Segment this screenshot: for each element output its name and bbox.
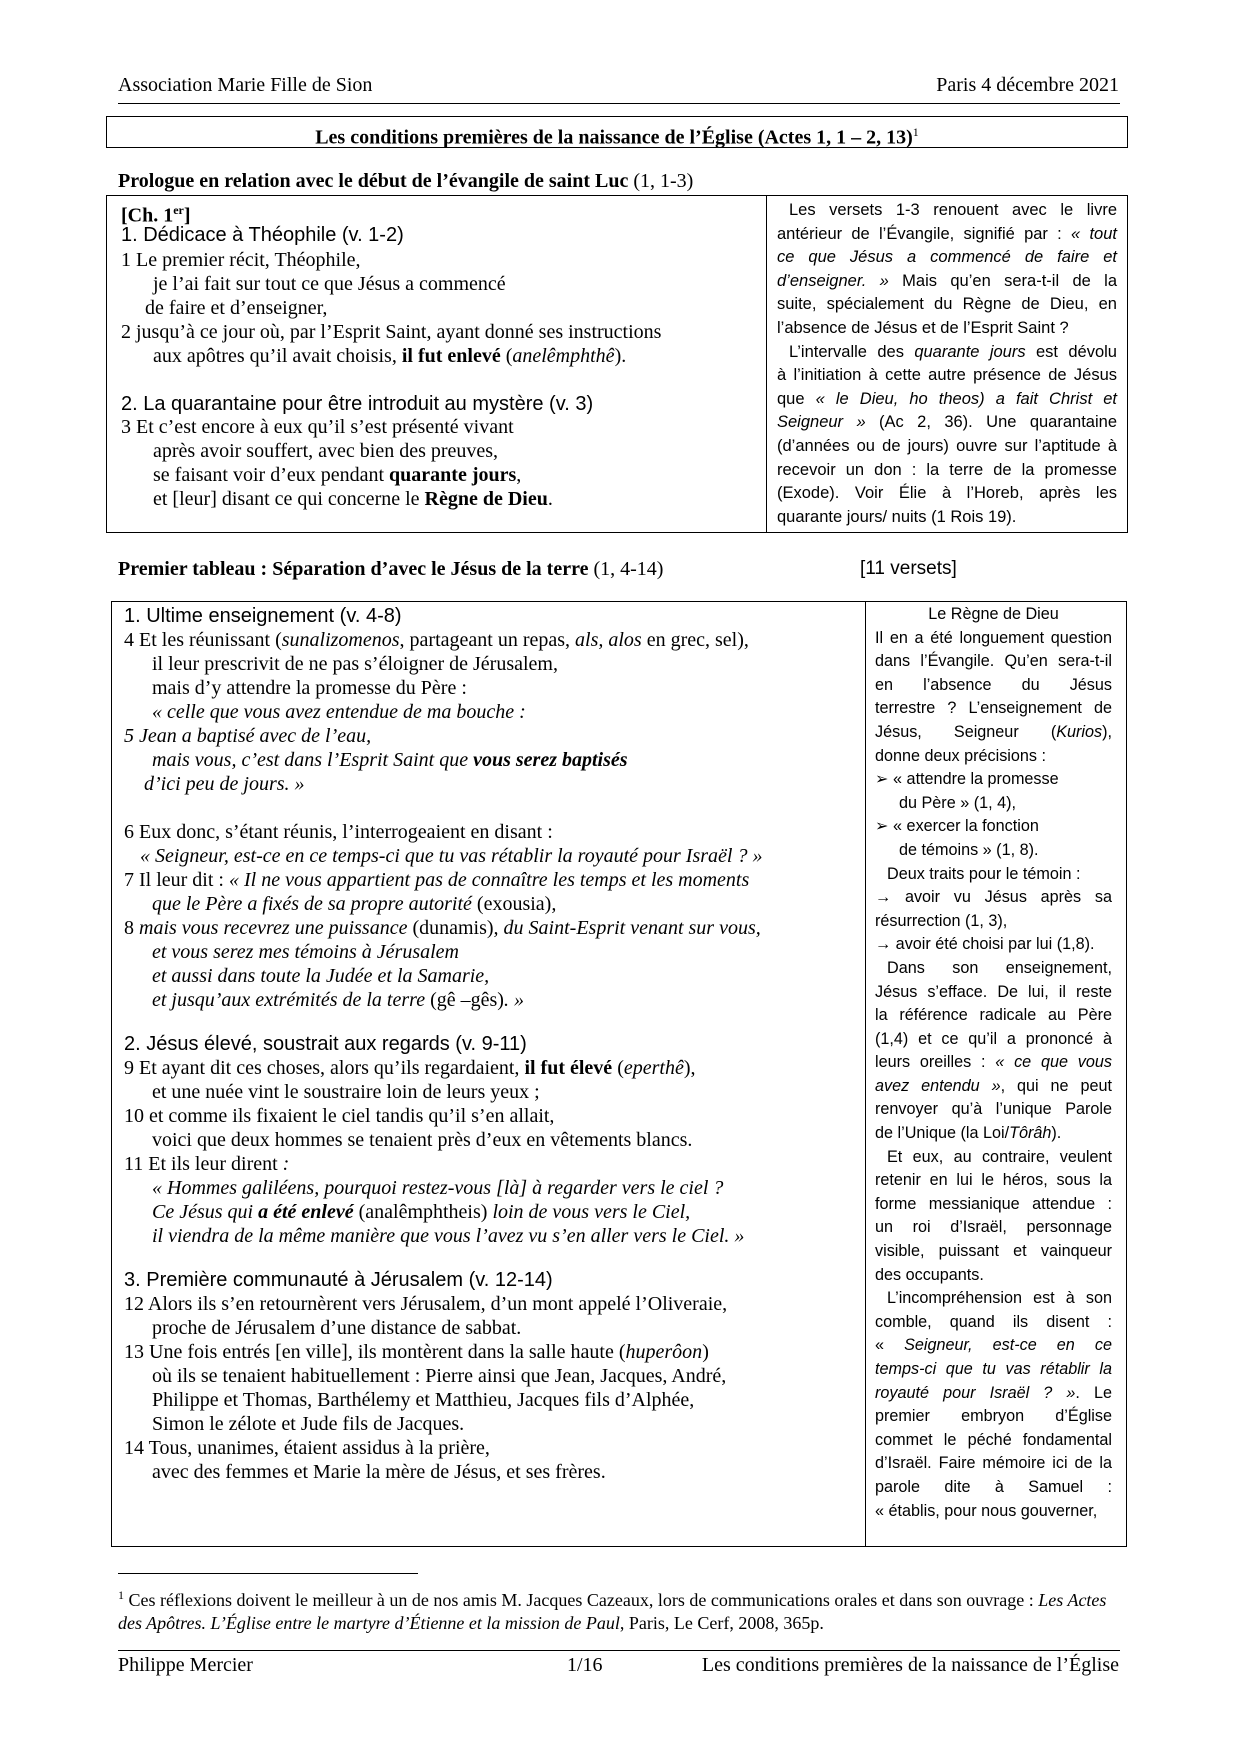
- verse-4-line-a: 4 Et les réunissant (sunalizomenos, partageant un repas, als, alos en grec, sel),: [124, 629, 749, 651]
- commentary-line: → avoir été choisi par lui (1,8).: [875, 935, 1095, 954]
- commentary-line: commet le péché fondamental: [875, 1430, 1112, 1449]
- section2-box: [111, 601, 1127, 1547]
- header-organization: Association Marie Fille de Sion: [118, 74, 373, 96]
- commentary-line: en l’absence du Jésus: [875, 675, 1112, 694]
- verse-13-line-d: Simon le zélote et Jude fils de Jacques.: [152, 1413, 465, 1435]
- commentary-line: d’enseigner. » Mais qu’en sera-t-il de la: [777, 271, 1118, 290]
- commentary-line: comble, quand ils disent :: [875, 1312, 1112, 1331]
- commentary-line: d’Israël. Faire mémoire ici de la: [875, 1454, 1112, 1473]
- verse-11-line-d: il viendra de la même manière que vous l’avez vu s’en aller vers le Ciel. »: [152, 1225, 745, 1247]
- commentary-line: de témoins » (1, 8).: [899, 840, 1039, 859]
- commentary-line: à l’initiation à cette autre présence de Jésus: [777, 366, 1117, 385]
- section1-box: [106, 195, 1128, 533]
- section2-commentary: [875, 603, 1112, 1523]
- commentary-line: ➢ « attendre la promesse: [875, 770, 1059, 789]
- commentary-line: forme messianique attendue :: [875, 1194, 1112, 1213]
- verse-5-line-b: mais vous, c’est dans l’Esprit Saint que vous serez baptisés: [152, 749, 628, 771]
- verse-13-line-b: où ils se tenaient habituellement : Pierre ainsi que Jean, Jacques, André,: [152, 1365, 727, 1387]
- commentary-line: temps-ci que tu vas rétablir la: [875, 1360, 1112, 1378]
- commentary-heading: Le Règne de Dieu: [928, 605, 1059, 623]
- commentary-line: Et eux, au contraire, veulent: [887, 1147, 1112, 1166]
- verse-9-line-a: 9 Et ayant dit ces choses, alors qu’ils regardaient, il fut élevé (eperthê),: [124, 1057, 696, 1079]
- verse-11-line-a: 11 Et ils leur dirent :: [124, 1153, 290, 1175]
- verse-4-line-c: mais d’y attendre la promesse du Père :: [152, 677, 467, 699]
- verse-8-line-b: et vous serez mes témoins à Jérusalem: [152, 941, 459, 963]
- verse-10-line-a: 10 et comme ils fixaient le ciel tandis qu’il s’en allait,: [124, 1105, 555, 1127]
- header-divider: [118, 103, 1120, 104]
- title-footnote-mark: 1: [912, 125, 919, 139]
- verse-11-line-b: « Hommes galiléens, pourquoi restez-vous [là] à regarder vers le ciel ?: [152, 1177, 724, 1199]
- verse-14-line-a: 14 Tous, unanimes, étaient assidus à la prière,: [124, 1437, 490, 1459]
- commentary-line: terrestre ? L’enseignement de: [875, 699, 1112, 718]
- verse-6-line-b: « Seigneur, est-ce en ce temps-ci que tu vas rétablir la royauté pour Israël ? »: [140, 845, 763, 867]
- verse-11-line-c: Ce Jésus qui a été enlevé (analêmphtheis) loin de vous vers le Ciel,: [152, 1201, 691, 1223]
- commentary-line: premier embryon d’Église: [875, 1407, 1112, 1426]
- verse-9-line-b: et une nuée vint le soustraire loin de leurs yeux ;: [152, 1081, 540, 1103]
- commentary-line: un roi d’Israël, personnage: [875, 1218, 1112, 1237]
- commentary-line: Deux traits pour le témoin :: [887, 864, 1081, 883]
- commentary-line: l’absence de Jésus et de l’Esprit Saint ?: [777, 318, 1069, 337]
- verse-10-line-b: voici que deux hommes se tenaient près d’eux en vêtements blancs.: [152, 1129, 693, 1151]
- footnote-book-title: Les Actes des Apôtres. L’Église entre le martyre d’Étienne et la mission de Paul: [118, 1590, 1107, 1633]
- footer-document-title: Les conditions premières de la naissance de l’Église: [701, 1654, 1119, 1676]
- verse-6-line-a: 6 Eux donc, s’étant réunis, l’interrogeaient en disant :: [124, 821, 553, 843]
- commentary-line: ce que Jésus a commencé de faire et: [777, 248, 1117, 267]
- commentary-line: donne deux précisions :: [875, 746, 1046, 765]
- commentary-line: Jésus s’efface. De lui, il reste: [875, 982, 1112, 1001]
- verse-5-line-c: d’ici peu de jours. »: [144, 773, 305, 795]
- commentary-line: L’incompréhension est à son: [887, 1289, 1112, 1308]
- verse-7-line-a: 7 Il leur dit : « Il ne vous appartient pas de connaître les temps et les moments: [124, 869, 750, 891]
- section2-verse-count: [11 versets]: [860, 558, 957, 579]
- verse-1-line-c: de faire et d’enseigner,: [145, 297, 328, 319]
- commentary-line: du Père » (1, 4),: [899, 793, 1016, 812]
- section1-text-column: [107, 196, 767, 532]
- commentary-line: dans l’Évangile. Qu’en sera-t-il: [875, 652, 1112, 671]
- subsection-quarantaine: 2. La quarantaine pour être introduit au mystère (v. 3): [121, 393, 594, 415]
- subsection-ultime-enseignement: 1. Ultime enseignement (v. 4-8): [124, 605, 402, 627]
- verse-1-line-a: 1 Le premier récit, Théophile,: [121, 249, 361, 271]
- commentary-line: Jésus, Seigneur (Kurios),: [875, 722, 1112, 741]
- verse-14-line-b: avec des femmes et Marie la mère de Jésus, et ses frères.: [152, 1461, 606, 1483]
- verse-5-line-a: 5 Jean a baptisé avec de l’eau,: [124, 725, 372, 747]
- commentary-line: « Seigneur, est-ce en ce: [875, 1336, 1112, 1355]
- document-title: [106, 116, 1128, 148]
- commentary-line: leurs oreilles : « ce que vous: [875, 1053, 1112, 1072]
- section2-heading: [118, 558, 663, 581]
- commentary-line: visible, puissant et vainqueur: [875, 1242, 1112, 1261]
- commentary-line: (d’années ou de jours) ouvre sur l’aptitude à: [777, 436, 1117, 455]
- footer-author: Philippe Mercier: [118, 1654, 253, 1676]
- verse-3-line-c: se faisant voir d’eux pendant quarante jours,: [153, 464, 522, 486]
- commentary-line: recevoir un don : la terre de la promesse: [777, 460, 1117, 479]
- chapter-label: [Ch. 1er]: [121, 203, 191, 227]
- verse-12-line-b: proche de Jérusalem d’une distance de sabbat.: [152, 1317, 522, 1339]
- commentary-line: ➢ « exercer la fonction: [875, 817, 1039, 836]
- subsection-jesus-eleve: 2. Jésus élevé, soustrait aux regards (v. 9-11): [124, 1033, 527, 1055]
- section1-heading: [118, 170, 693, 193]
- commentary-line: parole dite à Samuel :: [875, 1477, 1112, 1496]
- section1-heading-title: Prologue en relation avec le début de l’évangile de saint Luc: [118, 170, 629, 192]
- verse-3-line-a: 3 Et c’est encore à eux qu’il s’est présenté vivant: [121, 416, 514, 438]
- commentary-line: Seigneur » (Ac 2, 36). Une quarantaine: [777, 413, 1117, 432]
- commentary-line: quarante jours/ nuits (1 Rois 19).: [777, 507, 1017, 526]
- verse-1-line-b: je l’ai fait sur tout ce que Jésus a commencé: [153, 273, 506, 295]
- header-date: Paris 4 décembre 2021: [936, 74, 1119, 96]
- commentary-line: Les versets 1-3 renouent avec le livre: [789, 201, 1117, 219]
- subsection-dedicace: 1. Dédicace à Théophile (v. 1-2): [121, 224, 404, 246]
- verse-12-line-a: 12 Alors ils s’en retournèrent vers Jérusalem, d’un mont appelé l’Oliveraie,: [124, 1293, 728, 1315]
- commentary-line: avez entendu », qui ne peut: [875, 1076, 1112, 1095]
- commentary-line: suite, spécialement du Règne de Dieu, en: [777, 295, 1117, 314]
- commentary-line: (Exode). Voir Élie à l’Horeb, après les: [777, 484, 1117, 503]
- verse-4-line-b: il leur prescrivit de ne pas s’éloigner de Jérusalem,: [152, 653, 558, 675]
- commentary-line: de l’Unique (la Loi/Tôrâh).: [875, 1124, 1062, 1143]
- commentary-line: des occupants.: [875, 1265, 984, 1284]
- verse-4-line-d: « celle que vous avez entendue de ma bouche :: [152, 701, 526, 723]
- section2-heading-title: Premier tableau : Séparation d’avec le Jésus de la terre: [118, 558, 589, 580]
- commentary-line: « établis, pour nous gouverner,: [875, 1501, 1098, 1520]
- commentary-line: (1,4) et ce qu’il a prononcé à: [875, 1029, 1112, 1048]
- subsection-premiere-communaute: 3. Première communauté à Jérusalem (v. 12-14): [124, 1269, 553, 1291]
- commentary-line: L’intervalle des quarante jours est dévolu: [789, 342, 1117, 361]
- footnote-mark: 1: [118, 1588, 124, 1602]
- verse-2-line-a: 2 jusqu’à ce jour où, par l’Esprit Saint, ayant donné ses instructions: [121, 321, 662, 343]
- verse-13-line-a: 13 Une fois entrés [en ville], ils montèrent dans la salle haute (huperôon): [124, 1341, 709, 1363]
- verse-3-line-b: après avoir souffert, avec bien des preuves,: [153, 440, 499, 462]
- commentary-line: renvoyer qu’à l’unique Parole: [875, 1100, 1112, 1119]
- section1-heading-ref: (1, 1-3): [628, 170, 694, 192]
- footer-divider: [118, 1650, 1120, 1651]
- verse-2-line-b: aux apôtres qu’il avait choisis, il fut enlevé (anelêmphthê).: [153, 345, 627, 367]
- verse-8-line-d: et jusqu’aux extrémités de la terre (gê –gês). »: [152, 989, 524, 1011]
- verse-13-line-c: Philippe et Thomas, Barthélemy et Matthieu, Jacques fils d’Alphée,: [152, 1389, 695, 1411]
- commentary-line: Il en a été longuement question: [875, 628, 1112, 647]
- verse-8-line-a: 8 mais vous recevrez une puissance (dunamis), du Saint-Esprit venant sur vous,: [124, 917, 761, 939]
- section2-heading-ref: (1, 4-14): [588, 558, 664, 580]
- verse-8-line-c: et aussi dans toute la Judée et la Samarie,: [152, 965, 490, 987]
- commentary-line: retenir en lui le héros, sous la: [875, 1171, 1112, 1190]
- commentary-line: résurrection (1, 3),: [875, 911, 1008, 930]
- commentary-line: → avoir vu Jésus après sa: [875, 888, 1112, 907]
- commentary-line: la référence radicale au Père: [875, 1006, 1112, 1025]
- document-title-text: Les conditions premières de la naissance de l’Église (Actes 1, 1 – 2, 13): [315, 126, 913, 149]
- footer-page-number: 1/16: [567, 1654, 603, 1676]
- verse-7-line-b: que le Père a fixés de sa propre autorité (exousia),: [152, 893, 557, 915]
- commentary-line: Dans son enseignement,: [887, 958, 1112, 977]
- commentary-line: que « le Dieu, ho theos) a fait Christ et: [777, 389, 1117, 408]
- footnote: $^1$ Ces réflexions doivent le meilleur à un de nos amis M. Jacques Cazeaux, lors de communications orales et dans son ouvrage : Les Actes des Apôtres. L’Église entre le martyre d’Étienne et la mission de Paul, Paris, Le Cerf, 2008, 365p.: [118, 1588, 1107, 1633]
- verse-3-line-d: et [leur] disant ce qui concerne le Règne de Dieu.: [153, 488, 553, 510]
- section1-commentary: [777, 199, 1117, 529]
- commentary-line: antérieur de l’Évangile, signifié par : « tout: [777, 224, 1117, 243]
- section2-text-column: [112, 602, 866, 1546]
- commentary-line: royauté pour Israël ? ». Le: [875, 1383, 1112, 1402]
- footnote-divider: [118, 1573, 418, 1574]
